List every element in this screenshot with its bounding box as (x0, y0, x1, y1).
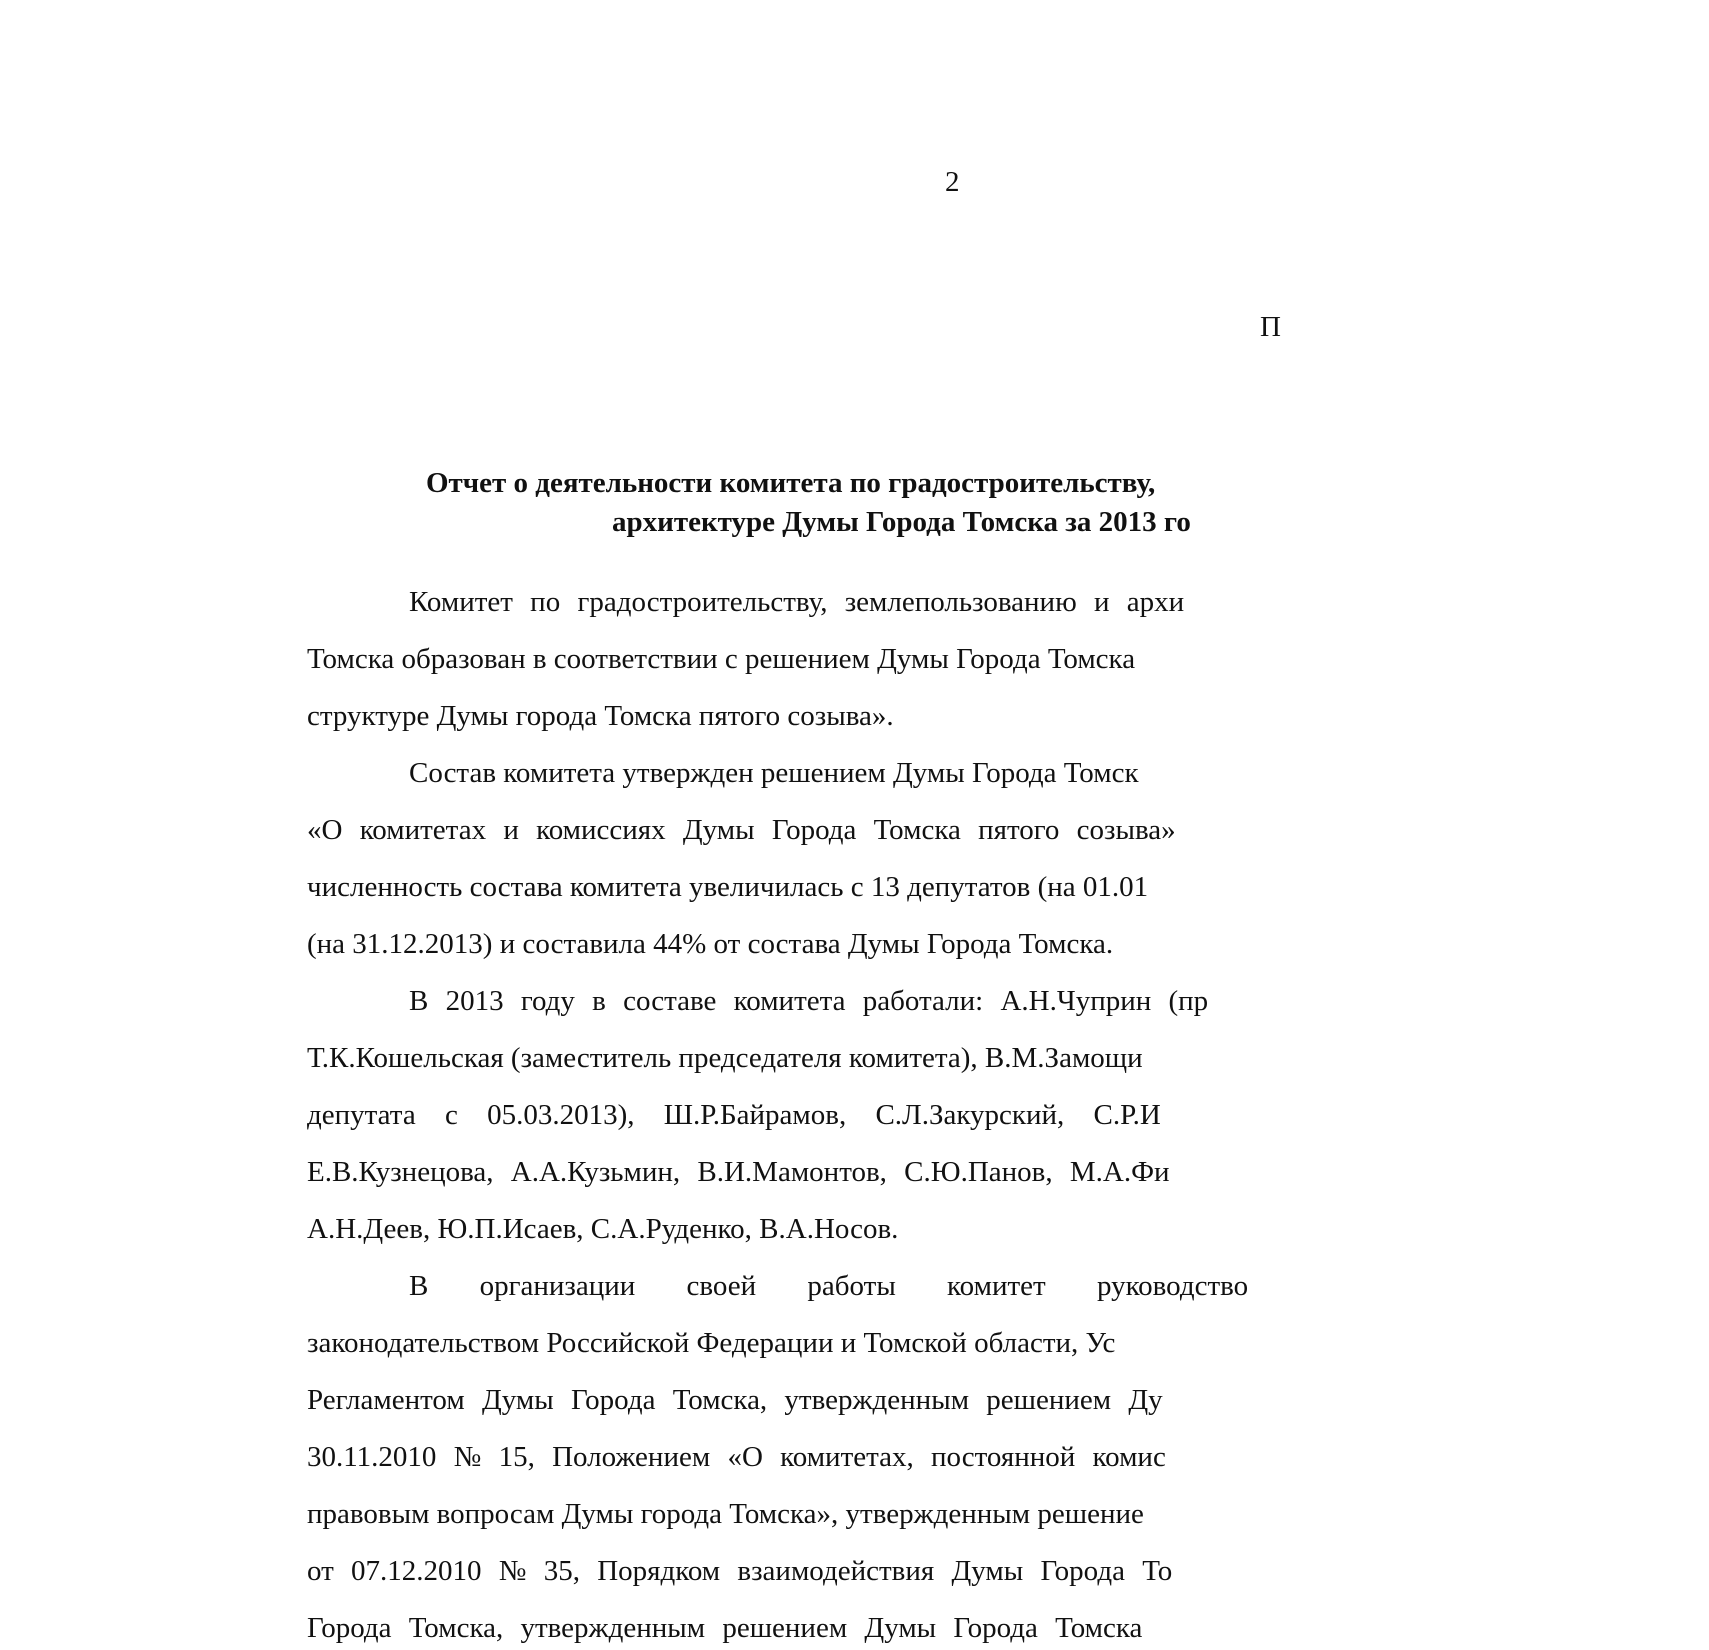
paragraph-line: В организации своей работы комитет руководство (409, 1270, 1249, 1302)
report-title-line-1: Отчет о деятельности комитета по градостроительству, (426, 467, 1156, 499)
paragraph-line: А.Н.Деев, Ю.П.Исаев, С.А.Руденко, В.А.Носов. (307, 1213, 899, 1245)
paragraph-line: Т.К.Кошельская (заместитель председателя комитета), В.М.Замощи (307, 1042, 1143, 1074)
paragraph-line: депутата с 05.03.2013), Ш.Р.Байрамов, С.Л.Закурский, С.Р.И (307, 1099, 1161, 1131)
paragraph-line: Города Томска, утвержденным решением Думы Города Томска (307, 1612, 1143, 1644)
paragraph-line: 30.11.2010 № 15, Положением «О комитетах, постоянной комис (307, 1441, 1166, 1473)
paragraph-line: Состав комитета утвержден решением Думы Города Томск (409, 757, 1139, 789)
paragraph-line: «О комитетах и комиссиях Думы Города Томска пятого созыва» (307, 814, 1176, 846)
paragraph-line: Регламентом Думы Города Томска, утвержденным решением Ду (307, 1384, 1163, 1416)
paragraph-line: законодательством Российской Федерации и Томской области, Ус (307, 1327, 1116, 1359)
paragraph-line: Комитет по градостроительству, землепользованию и архи (409, 586, 1185, 618)
paragraph-line: правовым вопросам Думы города Томска», утвержденным решение (307, 1498, 1144, 1530)
paragraph-line: (на 31.12.2013) и составила 44% от состава Думы Города Томска. (307, 928, 1114, 960)
paragraph-line: численность состава комитета увеличилась с 13 депутатов (на 01.01 (307, 871, 1149, 903)
appendix-label: П (1260, 311, 1281, 343)
report-title-line-2: архитектуре Думы Города Томска за 2013 го (612, 506, 1191, 538)
paragraph-line: В 2013 году в составе комитета работали: А.Н.Чуприн (пр (409, 985, 1209, 1017)
paragraph-line: от 07.12.2010 № 35, Порядком взаимодействия Думы Города То (307, 1555, 1173, 1587)
page-number: 2 (945, 166, 960, 198)
paragraph-line: Томска образован в соответствии с решением Думы Города Томска (307, 643, 1136, 675)
paragraph-line: структуре Думы города Томска пятого созыва». (307, 700, 894, 732)
paragraph-line: Е.В.Кузнецова, А.А.Кузьмин, В.И.Мамонтов, С.Ю.Панов, М.А.Фи (307, 1156, 1170, 1188)
